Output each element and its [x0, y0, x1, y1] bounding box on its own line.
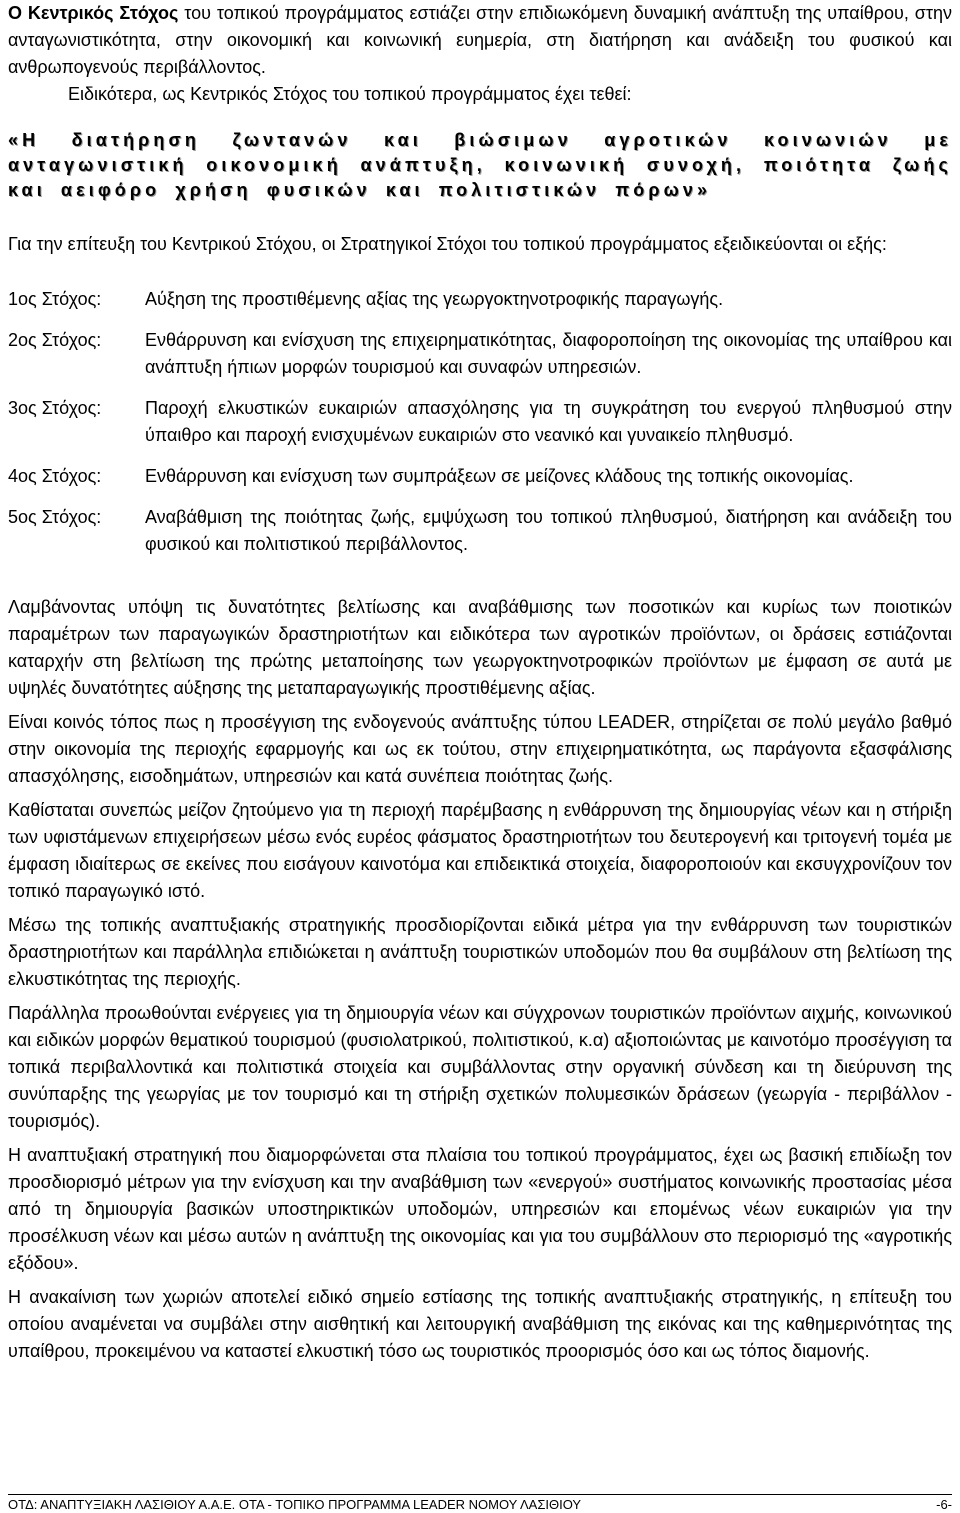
intro-lead: Ο Κεντρικός Στόχος: [8, 3, 179, 23]
goal-item: [8, 463, 952, 490]
page-number: -6-: [936, 1497, 952, 1512]
page-footer: [8, 1494, 952, 1513]
intro-paragraph: [8, 0, 952, 81]
goals-list: [8, 286, 952, 558]
body-paragraph: Λαμβάνοντας υπόψη τις δυνατότητες βελτίωσης και αναβάθμισης των ποσοτικών και κυρίως των ποιοτικών παραμέτρων των παραγωγικών δραστηριοτήτων και ειδικότερα των αγροτικών προϊόντων, οι δράσεις εστιάζονται καταρχήν στη βελτίωση της πρώτης μεταποίησης των γεωργοκτηνοτροφικών προϊόντων με έμφαση σε αυτά με υψηλές δυνατότητες αύξησης της μεταπαραγωγικής προστιθέμενης αξίας.: [8, 597, 952, 698]
goal-label: 5ος Στόχος:: [8, 507, 102, 527]
body-paragraph: Είναι κοινός τόπος πως η προσέγγιση της ενδογενούς ανάπτυξης τύπου LEADER, στηρίζεται σε πολύ μεγάλο βαθμό στην οικονομία της περιοχής εφαρμογής και ως εκ τούτου, στην επιχειρηματικότητα, ως παράγοντα εξασφάλισης απασχόλησης, εισοδημάτων, υπηρεσιών και κατά συνέπεια ποιότητας ζωής.: [8, 712, 952, 786]
goal-text: Ενθάρρυνση και ενίσχυση της επιχειρηματικότητας, διαφοροποίηση της οικονομίας της υπαίθρου και ανάπτυξη ήπιων μορφών τουρισμού και συναφών υπηρεσιών.: [145, 330, 952, 377]
central-goal-motto: «Η διατήρηση ζωντανών και βιώσιμων αγροτικών κοινωνιών με ανταγωνιστική οικονομική ανάπτυξη, κοινωνική συνοχή, ποιότητα ζωής και αειφόρο χρήση φυσικών και πολιτιστικών πόρων»: [8, 130, 952, 200]
goal-text: Ενθάρρυνση και ενίσχυση των συμπράξεων σε μείζονες κλάδους της τοπικής οικονομίας.: [145, 466, 854, 486]
goal-text: Αναβάθμιση της ποιότητας ζωής, εμψύχωση του τοπικού πληθυσμού, διατήρηση και ανάδειξη του φυσικού και πολιτιστικού περιβάλλοντος.: [145, 507, 952, 554]
goal-label: 2ος Στόχος:: [8, 330, 102, 350]
goal-item: [8, 504, 952, 558]
goal-label: 4ος Στόχος:: [8, 466, 102, 486]
intro-rest: του τοπικού προγράμματος εστιάζει στην επιδιωκόμενη δυναμική ανάπτυξη της υπαίθρου, στην ανταγωνιστικότητα, στην οικονομική και κοινωνική ευημερία, στη διατήρηση και ανάδειξη του φυσικού και ανθρωπογενούς περιβάλλοντος.: [8, 3, 952, 77]
goal-label: 1ος Στόχος:: [8, 289, 102, 309]
intro-specifically: Ειδικότερα, ως Κεντρικός Στόχος του τοπικού προγράμματος έχει τεθεί:: [68, 84, 632, 104]
body-paragraph: Καθίσταται συνεπώς μείζον ζητούμενο για τη περιοχή παρέμβασης η ενθάρρυνση της δημιουργίας νέων και η στήριξη των υφιστάμενων επιχειρήσεων μέσω ενός ευρέος φάσματος δραστηριοτήτων του δευτερογενή και τριτογενή τομέα με έμφαση ιδιαίτερως σε εκείνες που εισάγουν καινοτόμα και επιδεικτικά στοιχεία, διαφοροποιούν και εκσυγχρονίζουν τον τοπικό παραγωγικό ιστό.: [8, 800, 952, 901]
goals-intro: Για την επίτευξη του Κεντρικού Στόχου, οι Στρατηγικοί Στόχοι του τοπικού προγράμματος εξειδικεύονται οι εξής:: [8, 234, 887, 254]
body-paragraph: Η ανακαίνιση των χωριών αποτελεί ειδικό σημείο εστίασης της τοπικής αναπτυξιακής στρατηγικής, η επίτευξη του οποίου αναμένεται να συμβάλει στην αισθητική και λειτουργική αναβάθμιση της εικόνας και της καθημερινότητας της υπαίθρου, προκειμένου να καταστεί ελκυστική τόσο ως τουριστικός προορισμός όσο και ως τόπος διαμονής.: [8, 1287, 952, 1361]
footer-organization: ΟΤΔ: ΑΝΑΠΤΥΞΙΑΚΗ ΛΑΣΙΘΙΟΥ Α.Α.Ε. ΟΤΑ - ΤΟΠΙΚΟ ΠΡΟΓΡΑΜΜΑ LEADER ΝΟΜΟΥ ΛΑΣΙΘΙΟΥ: [8, 1497, 582, 1512]
goal-item: [8, 327, 952, 381]
body-text: [8, 594, 952, 1365]
body-paragraph: Παράλληλα προωθούνται ενέργειες για τη δημιουργία νέων και σύγχρονων τουριστικών προϊόντων αιχμής, κοινωνικού και ειδικών μορφών θεματικού τουρισμού (φυσιολατρικού, πολιτιστικού, κ.α) αξιοποιώντας με καινοτόμο προσέγγιση τα τοπικά περιβαλλοντικά και πολιτιστικά στοιχεία και συμβάλλοντας στην οργανική σύνδεση και τη διεύρυνση της συνύπαρξης της γεωργίας με τον τουρισμό και τη στήριξη σχετικών πολυμεσικών δράσεων (γεωργία - περιβάλλον - τουρισμός).: [8, 1003, 952, 1131]
goal-item: [8, 286, 952, 313]
body-paragraph: Μέσω της τοπικής αναπτυξιακής στρατηγικής προσδιορίζονται ειδικά μέτρα για την ενθάρρυνση των τουριστικών δραστηριοτήτων και παράλληλα επιδιώκεται η ανάπτυξη τουριστικών υποδομών που θα συμβάλουν στη βελτίωση της ελκυστικότητας της περιοχής.: [8, 915, 952, 989]
body-paragraph: Η αναπτυξιακή στρατηγική που διαμορφώνεται στα πλαίσια του τοπικού προγράμματος, έχει ως βασική επιδίωξη τον προσδιορισμό μέτρων για την ενίσχυση και την αναβάθμιση των «ενεργού» συστήματος κοινωνικής προστασίας μέσα από τη δημιουργία βασικών υποστηρικτικών υποδομών, υπηρεσιών και επομένως νέων ευκαιριών για την προσέλκυση νέων και μέσω αυτών η ανάπτυξη της οικονομίας και για του συμβάλλουν στο περιορισμό της «αγροτικής εξόδου».: [8, 1145, 952, 1273]
goal-label: 3ος Στόχος:: [8, 398, 102, 418]
goal-text: Παροχή ελκυστικών ευκαιριών απασχόλησης για τη συγκράτηση του ενεργού πληθυσμού στην ύπαιθρο και παροχή ενισχυμένων ευκαιριών στο νεανικό και γυναικείο πληθυσμό.: [145, 398, 952, 445]
goal-text: Αύξηση της προστιθέμενης αξίας της γεωργοκτηνοτροφικής παραγωγής.: [145, 289, 724, 309]
goal-item: [8, 395, 952, 449]
